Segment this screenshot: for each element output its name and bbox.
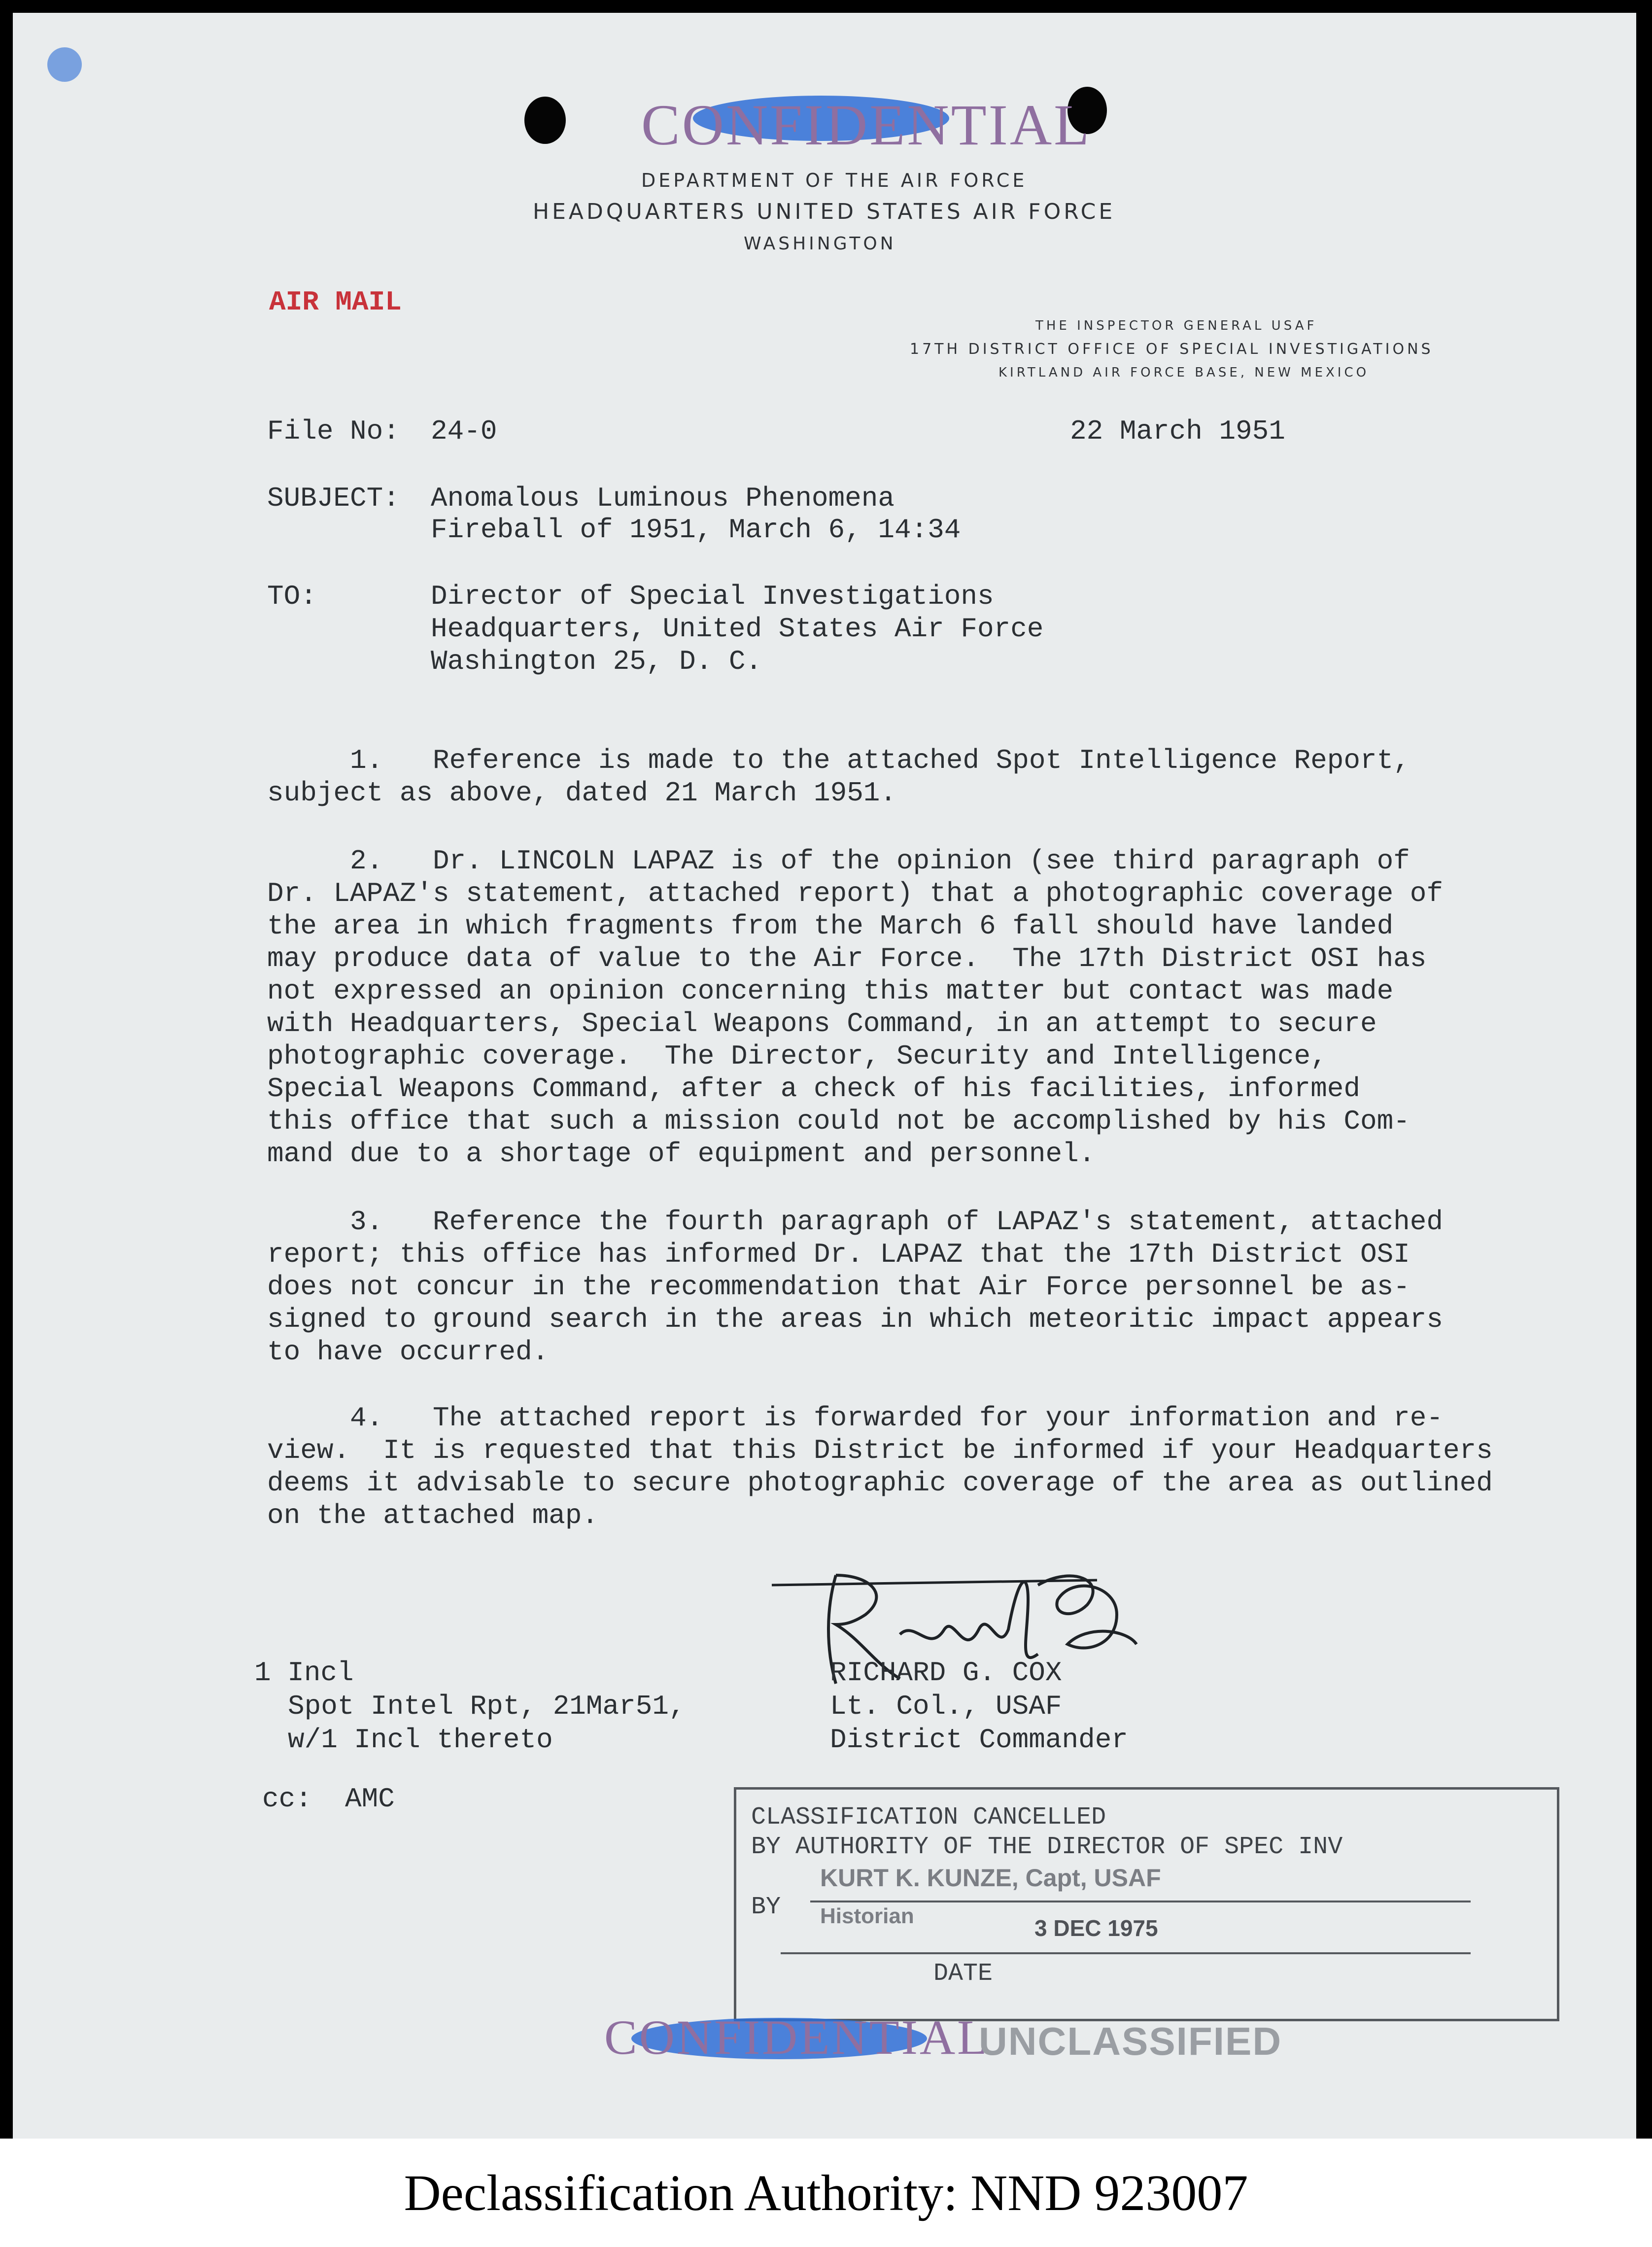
air-mail-label: AIR MAIL xyxy=(269,286,402,318)
signer-rank: Lt. Col., USAF xyxy=(830,1691,1062,1722)
paragraph-1: 1. Reference is made to the attached Spot Intelligence Report, subject as above, dated 21 March 1951. xyxy=(267,745,1410,809)
subject-line-1: Anomalous Luminous Phenomena xyxy=(431,483,895,514)
letterhead-headquarters: HEADQUARTERS UNITED STATES AIR FORCE xyxy=(533,199,1116,224)
to-line-3: Washington 25, D. C. xyxy=(431,646,762,677)
file-number: 24-0 xyxy=(431,415,497,447)
enclosure-item: Spot Intel Rpt, 21Mar51, xyxy=(288,1691,686,1722)
stamp-by-label: BY xyxy=(751,1893,781,1921)
to-line-1: Director of Special Investigations xyxy=(431,581,994,612)
declassification-authority: Declassification Authority: NND 923007 xyxy=(404,2164,1248,2221)
letterhead-city: WASHINGTON xyxy=(744,234,896,254)
stamp-date-value: 3 DEC 1975 xyxy=(1034,1915,1158,1941)
letterhead-department: DEPARTMENT OF THE AIR FORCE xyxy=(641,170,1028,191)
stamp-date-label: DATE xyxy=(933,1960,993,1988)
letter-date: 22 March 1951 xyxy=(1070,415,1285,447)
ink-spot xyxy=(47,47,82,82)
stamp-by-title: Historian xyxy=(820,1904,914,1928)
paragraph-2: 2. Dr. LINCOLN LAPAZ is of the opinion (see third paragraph of Dr. LAPAZ's statement, attached report) that a photographic coverage of the area in which fragments from the March 6 fall should have landed may produce data of value to the Air Force. The 17th District OSI has not expressed an opinion concerning this matter but contact was made with Headquarters, Special Weapons Command, in an attempt to secure photographic coverage. The Director, Security and Intelligence, Special Weapons Command, after a check of his facilities, informed this office that such a mission could not be accomplished by his Com- mand due to a shortage of equipment and personnel. xyxy=(267,845,1443,1170)
signer-title: District Commander xyxy=(830,1724,1128,1756)
declassification-stamp xyxy=(734,1787,1559,2021)
paragraph-3: 3. Reference the fourth paragraph of LAPAZ's statement, attached report; this office has informed Dr. LAPAZ that the 17th District OSI does not concur in the recommendation that Air Force personnel be as- signed to ground search in the areas in which meteoritic impact appears to have occurred. xyxy=(267,1206,1443,1368)
subject-line-2: Fireball of 1951, March 6, 14:34 xyxy=(431,514,961,546)
signer-name: RICHARD G. COX xyxy=(830,1657,1062,1689)
stamp-by-name: KURT K. KUNZE, Capt, USAF xyxy=(820,1864,1161,1892)
stamp-line-2: BY AUTHORITY OF THE DIRECTOR OF SPEC INV xyxy=(751,1833,1343,1861)
unclassified-stamp: UNCLASSIFIED xyxy=(979,2019,1282,2063)
paragraph-4: 4. The attached report is forwarded for your information and re- view. It is requested that this District be informed if your Headquarters deems it advisable to secure photographic coverage of the area as outlined on the attached map. xyxy=(267,1402,1493,1531)
enclosure-note: w/1 Incl thereto xyxy=(288,1724,553,1756)
punch-hole-left xyxy=(524,97,566,144)
enclosure-count: 1 Incl xyxy=(254,1657,354,1689)
classification-top: CONFIDENTIAL xyxy=(641,93,1092,157)
file-label: File No: xyxy=(267,415,400,447)
to-line-2: Headquarters, United States Air Force xyxy=(431,613,1044,645)
document-page xyxy=(13,13,1636,2139)
office-line-1: THE INSPECTOR GENERAL USAF xyxy=(1035,318,1317,333)
stamp-line-1: CLASSIFICATION CANCELLED xyxy=(751,1803,1106,1832)
carbon-copy: cc: AMC xyxy=(262,1783,395,1815)
to-label: TO: xyxy=(267,581,317,612)
footer-bar xyxy=(0,2139,1652,2247)
subject-label: SUBJECT: xyxy=(267,483,400,514)
classification-bottom: CONFIDENTIAL xyxy=(604,2010,990,2065)
office-line-3: KIRTLAND AIR FORCE BASE, NEW MEXICO xyxy=(998,365,1370,380)
office-line-2: 17TH DISTRICT OFFICE OF SPECIAL INVESTIGATIONS xyxy=(910,341,1434,358)
